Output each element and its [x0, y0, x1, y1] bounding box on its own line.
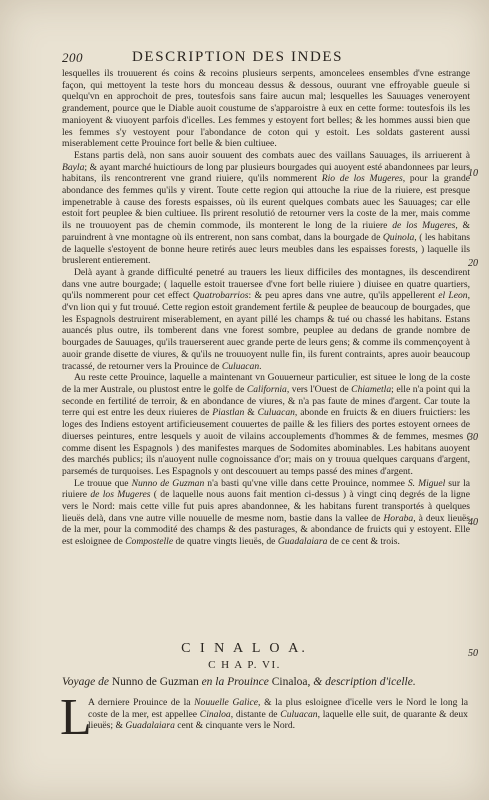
chapter-text	[88, 697, 468, 732]
text-run: , à deux lieuës de la mer, pour la commodité des champs & des pasturages, & abondance de fruicts qui y estoyent. Elle est esloignee de	[62, 512, 470, 548]
text-run: ; & ayant marché huictiours de long par plusieurs bourgades qui auoyent esté abandonnees par leurs habitans, ils rencontrerent vne grand riuiere, qu'ils nommerent	[62, 161, 470, 185]
italic-text-run: Nouuelle Galice	[194, 697, 259, 708]
italic-text-run: Guadalaiara	[125, 720, 175, 732]
text-run: de ce cent & trois.	[327, 536, 400, 548]
margin-line-number: 10	[468, 168, 478, 179]
text-run: , pour la grande abondance des femmes qu'ils y virent. Toute cette region qui attouche la riue de la riuiere, est presque impenetrable à cause des forests espaisses, où ils eurent quelques combats auec les Sauuages; car elle estoit fort peuplee & bien cultiuee. Ils prirent resolutió de retourner vers la coste de la mer, mais comme ils ne trouuoyent pas de chemin commode, ils monterent le long de la riuiere	[62, 173, 471, 232]
page-number: 200	[62, 50, 83, 65]
text-run: , ( les habitans de laquelle s'estoyent de bonne heure retirés auec leurs meubles dans les espaisses forests, ) laquelle ils bruslerent entierement.	[62, 231, 470, 267]
subject-text-run: , & description d'icelle.	[307, 676, 416, 688]
subject-text-run: en la Prouince	[198, 676, 272, 688]
text-run: , laquelle elle suit, de quarante & deux lieuës; &	[88, 708, 468, 732]
paragraph	[62, 478, 470, 548]
italic-text-run: Rio de los Mugeres	[321, 173, 403, 185]
paragraph	[62, 150, 470, 267]
text-run: , & paruindrent à vne montagne où ils entrerent, non sans combat, dans la bourgade de	[62, 220, 470, 243]
italic-text-run: de los Mugeres	[90, 489, 151, 501]
text-run: : & peu apres dans vne autre, qu'ils appellerent	[248, 290, 439, 302]
text-run: , distante de	[230, 708, 281, 720]
italic-text-run: Quinola	[382, 231, 415, 243]
text-run: lesquelles ils trouuerent és coins & recoins plusieurs serpents, amoncelees ensembles d'vne estrange façon, qui mettoyent la teste hors du monceau dessus & dessous, ouurant vne effroyable gueule si quelqu'vn en approchoit de pres, toutesfois sans faire aucun mal; lesquelles les Sauuages veneroyent grandement, pource que le Diable auoit coustume de s'apparoistre à eux en cette forme: toutesfois ils les manioyent & viuoyent parfois d'icelles. Les femmes y estoyent fort belles; & les hommes aussi bien que les femmes s'y vestoyent pour l'abondance de coton qui y estoit. Les soldats gasterent aussi miserablement cette Prouince fort belle & bien cultiuee.	[62, 68, 470, 150]
italic-text-run: California	[246, 383, 287, 395]
italic-text-run: de los Mugeres	[392, 220, 456, 232]
text-run: Delà ayant à grande difficulté penetré au trauers les lieux difficiles des montagnes, ils descendirent dans vne autre bourgade; ( laquelle estoit trauersee d'vne fort belle riuiere ) diuisee en quatre quartiers, qu'ils nommerent pour cet effect	[62, 266, 470, 302]
text-run: sur la riuiere	[62, 477, 470, 501]
margin-line-number: 50	[468, 648, 478, 659]
paragraph	[62, 68, 470, 150]
subject-text-run: Nunno de Guzman	[111, 676, 199, 688]
text-run: A derniere Prouince de la	[88, 697, 195, 708]
text-run: Le trouue que	[74, 477, 132, 489]
italic-text-run: Bayla	[62, 161, 85, 173]
subject-text-run: Voyage de	[62, 676, 112, 688]
italic-text-run: el Leon	[438, 290, 468, 302]
text-run: ; elle n'a point qui la seconde en fertilité de terroir, & en abondance de viures, & n'a pas faute de mines d'argent. Car toute la terre qui est entre les deux riuieres de	[62, 383, 470, 419]
italic-text-run: Piastlan	[212, 407, 245, 419]
text-run: &	[244, 407, 258, 419]
section-title: C I N A L O A.	[181, 641, 308, 656]
italic-text-run: Cinaloa	[199, 708, 231, 720]
subject-text-run: Cinaloa	[271, 676, 308, 688]
italic-text-run: Horaba	[383, 512, 414, 524]
italic-text-run: Culuacan	[257, 407, 295, 419]
italic-text-run: Chiametla	[351, 383, 392, 395]
drop-cap: L	[60, 689, 92, 746]
page-header	[62, 50, 482, 68]
italic-text-run: Culuacan	[221, 360, 260, 372]
italic-text-run: Quatrobarrios	[192, 290, 249, 302]
text-run: , vers l'Ouest de	[286, 383, 352, 395]
text-run: Au reste cette Prouince, laquelle a maintenant vn Gouuerneur particulier, est situee le long de la coste de la mer Australe, ou plustost entre le golfe de	[62, 372, 470, 395]
italic-text-run: Culuacan	[280, 708, 318, 720]
text-run: Estans partis delà, non sans auoir souuent des combats auec des vaillans Sauuages, ils arriuerent à	[74, 149, 470, 161]
margin-line-number: 30	[468, 432, 478, 443]
text-run: ( de laquelle nous auons fait mention ci-dessus ) à vingt cinq degrés de la ligne vers le Nord: mais cette ville fut puis apres abandonnee, & les habitans furent transportés à quelques lieuës delà, dans vne autre ville nouuelle de mesme nom, bastie dans la vallee de	[62, 489, 470, 524]
chapter-subject	[62, 676, 470, 688]
text-run: cent & cinquante vers le Nord.	[174, 720, 296, 732]
text-run: , d'vn lion qui y fut trouué. Cette region estoit grandement fertile & peuplee de beaucoup de bourgades, que les Espagnols destruirent miserablement, en ayant pillé les champs & tué ou chassé les habitans. Estans auancés plus outre, ils tomberent dans vne forest sombre, peuplee au dedans de grande nombre de bourgades de Sauuages, qu'ils trauerserent auec grande perte de leurs gens; & comme ils commençoyent à auoir grande disette de viures, & qu'ils ne trouuoyent nulle fin, ils furent contraints, apres auoir beaucoup tracassé, de retourner vers la Prouince de	[62, 290, 470, 372]
italic-text-run: Nunno de Guzman	[131, 477, 205, 489]
text-run: n'a basti qu'vne ville dans cette Prouince, nommee	[204, 477, 408, 489]
paragraph	[62, 267, 470, 372]
text-run: , & la plus esloignee d'icelle vers le Nord le long la coste de la mer, est appellee	[88, 697, 468, 720]
running-title: DESCRIPTION DES INDES	[132, 49, 344, 65]
text-run: , abonde en fruicts & en diuers fruictiers: les loges des Indiens estoyent artificieusement couuertes de paille & les filiers des portes estoyent ornees de diuerses peintures, entre lesquels y auoit de vilains accouplements d'hommes & de femmes, mesmes ( comme disent les Espagnols ) des manifestes marques de Sodomites abominables. Les habitans auoyent des marchés publics; ils n'auoyent nulle cognoissance d'or; mais on y trouua quelques carquans d'argent, parsemés de turquoises. Les Espagnols y ont descouuert au temps passé des mines d'argent.	[62, 407, 470, 477]
chapter-title: C H A P. VI.	[208, 659, 281, 671]
italic-text-run: Compostelle	[125, 536, 174, 548]
main-text	[62, 68, 470, 548]
italic-text-run: Guadalaiara	[277, 536, 328, 548]
paragraph	[62, 372, 470, 477]
text-run: de quatre vingts lieuës, de	[173, 536, 278, 548]
italic-text-run: S. Miguel	[407, 477, 446, 489]
margin-line-number: 20	[468, 258, 478, 269]
margin-line-number: 40	[468, 517, 478, 528]
text-run: .	[259, 360, 262, 372]
